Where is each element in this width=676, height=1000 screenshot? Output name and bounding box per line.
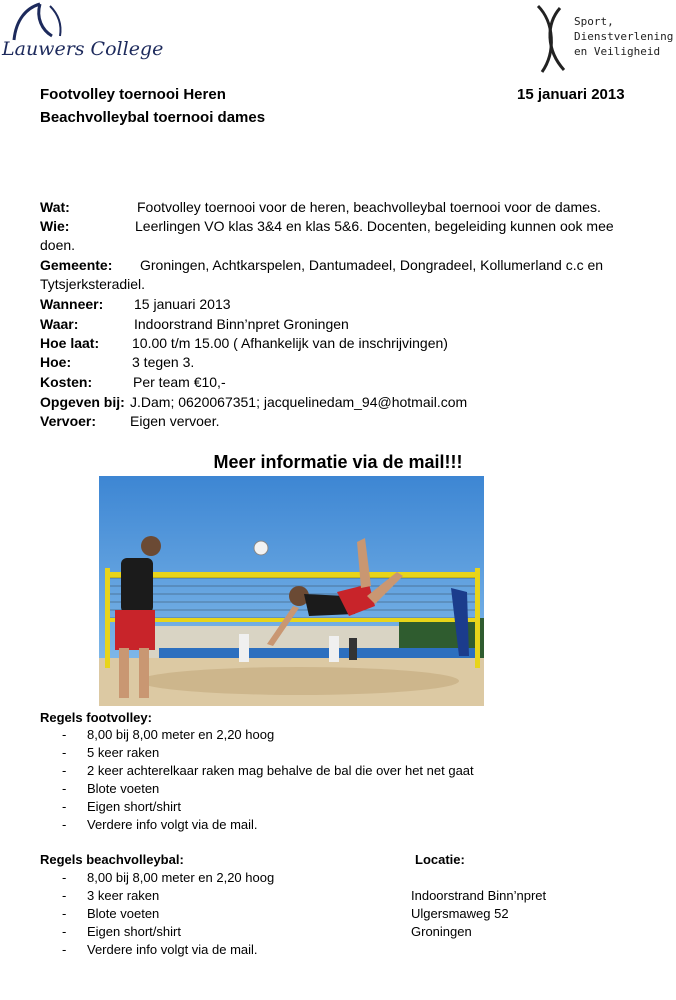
list-dash: - [62, 727, 67, 742]
list-item [62, 923, 274, 941]
title-footvolley: Footvolley toernooi Heren [40, 86, 226, 103]
list-item-text: 2 keer achterelkaar raken mag behalve de bal die over het net gaat [87, 763, 474, 778]
list-dash: - [62, 888, 67, 903]
waar-label: Waar: [40, 316, 79, 332]
list-dash: - [62, 781, 67, 796]
list-item [62, 869, 274, 887]
sport-logo-mark-icon [530, 2, 570, 77]
kosten-value: Per team €10,- [133, 374, 226, 390]
list-item [62, 780, 474, 798]
header-date: 15 januari 2013 [517, 86, 625, 103]
list-item-text: Blote voeten [87, 781, 160, 796]
location-line3: Groningen [411, 924, 472, 939]
school-logo-text: Lauwers College [2, 38, 164, 60]
opgeven-label: Opgeven bij: [40, 394, 125, 410]
list-item-text: Blote voeten [87, 906, 160, 921]
list-item-text: Eigen short/shirt [87, 924, 181, 939]
list-item [62, 762, 474, 780]
rules-footvolley-title: Regels footvolley: [40, 710, 152, 725]
hoe-label: Hoe: [40, 354, 72, 370]
sport-logo-line1: Sport, [574, 15, 614, 28]
wie-value-cont: doen. [40, 237, 76, 253]
vervoer-label: Vervoer: [40, 413, 97, 429]
list-item [62, 726, 474, 744]
list-dash: - [62, 817, 67, 832]
list-dash: - [62, 799, 67, 814]
gemeente-label: Gemeente: [40, 257, 113, 273]
footvolley-photo [99, 476, 484, 706]
hoelaat-label: Hoe laat: [40, 335, 100, 351]
sport-logo-text [574, 14, 673, 59]
list-item-text: 5 keer raken [87, 745, 160, 760]
list-dash: - [62, 906, 67, 921]
list-item [62, 798, 474, 816]
wanneer-value: 15 januari 2013 [134, 296, 231, 312]
location-address [411, 887, 546, 941]
list-dash: - [62, 924, 67, 939]
list-item-text: Verdere info volgt via de mail. [87, 817, 258, 832]
school-logo [0, 0, 164, 80]
kosten-label: Kosten: [40, 374, 93, 390]
rules-beach-title: Regels beachvolleybal: [40, 852, 184, 867]
list-item-text: 8,00 bij 8,00 meter en 2,20 hoog [87, 870, 275, 885]
location-title: Locatie: [415, 852, 465, 867]
rules-beach-list [62, 869, 274, 959]
list-item [62, 744, 474, 762]
list-item-text: Eigen short/shirt [87, 799, 181, 814]
location-line2: Ulgersmaweg 52 [411, 906, 509, 921]
list-dash: - [62, 763, 67, 778]
footvolley-photo-illustration [99, 476, 484, 706]
more-info-heading: Meer informatie via de mail!!! [213, 452, 463, 472]
wat-label: Wat: [40, 199, 70, 215]
opgeven-value: J.Dam; 0620067351; jacquelinedam_94@hotmail.com [130, 394, 468, 410]
sport-logo-line3: en Veiligheid [574, 45, 661, 58]
list-dash: - [62, 745, 67, 760]
title-beachvolleybal: Beachvolleybal toernooi dames [40, 109, 266, 126]
gemeente-value-cont: Tytsjerksteradiel. [40, 276, 146, 292]
location-line1: Indoorstrand Binn’npret [411, 888, 547, 903]
wie-label: Wie: [40, 218, 70, 234]
list-item-text: 3 keer raken [87, 888, 160, 903]
list-item [62, 905, 274, 923]
list-dash: - [62, 942, 67, 957]
sport-logo [530, 2, 676, 77]
list-item [62, 887, 274, 905]
wanneer-label: Wanneer: [40, 296, 104, 312]
rules-footvolley-list [62, 726, 474, 834]
hoelaat-value: 10.00 t/m 15.00 ( Afhankelijk van de inschrijvingen) [132, 335, 448, 351]
wie-value: Leerlingen VO klas 3&4 en klas 5&6. Docenten, begeleiding kunnen ook mee [135, 218, 614, 234]
list-dash: - [62, 870, 67, 885]
vervoer-value: Eigen vervoer. [130, 413, 220, 429]
sport-logo-line2: Dienstverlening [574, 30, 674, 43]
list-item-text: 8,00 bij 8,00 meter en 2,20 hoog [87, 727, 275, 742]
gemeente-value: Groningen, Achtkarspelen, Dantumadeel, Dongradeel, Kollumerland c.c en [140, 257, 604, 273]
list-item-text: Verdere info volgt via de mail. [87, 942, 258, 957]
wat-value: Footvolley toernooi voor de heren, beachvolleybal toernooi voor de dames. [137, 199, 601, 215]
waar-value: Indoorstrand Binn’npret Groningen [134, 316, 349, 332]
hoe-value: 3 tegen 3. [132, 354, 195, 370]
list-item [62, 941, 274, 959]
info-block [40, 198, 640, 438]
list-item [62, 816, 474, 834]
